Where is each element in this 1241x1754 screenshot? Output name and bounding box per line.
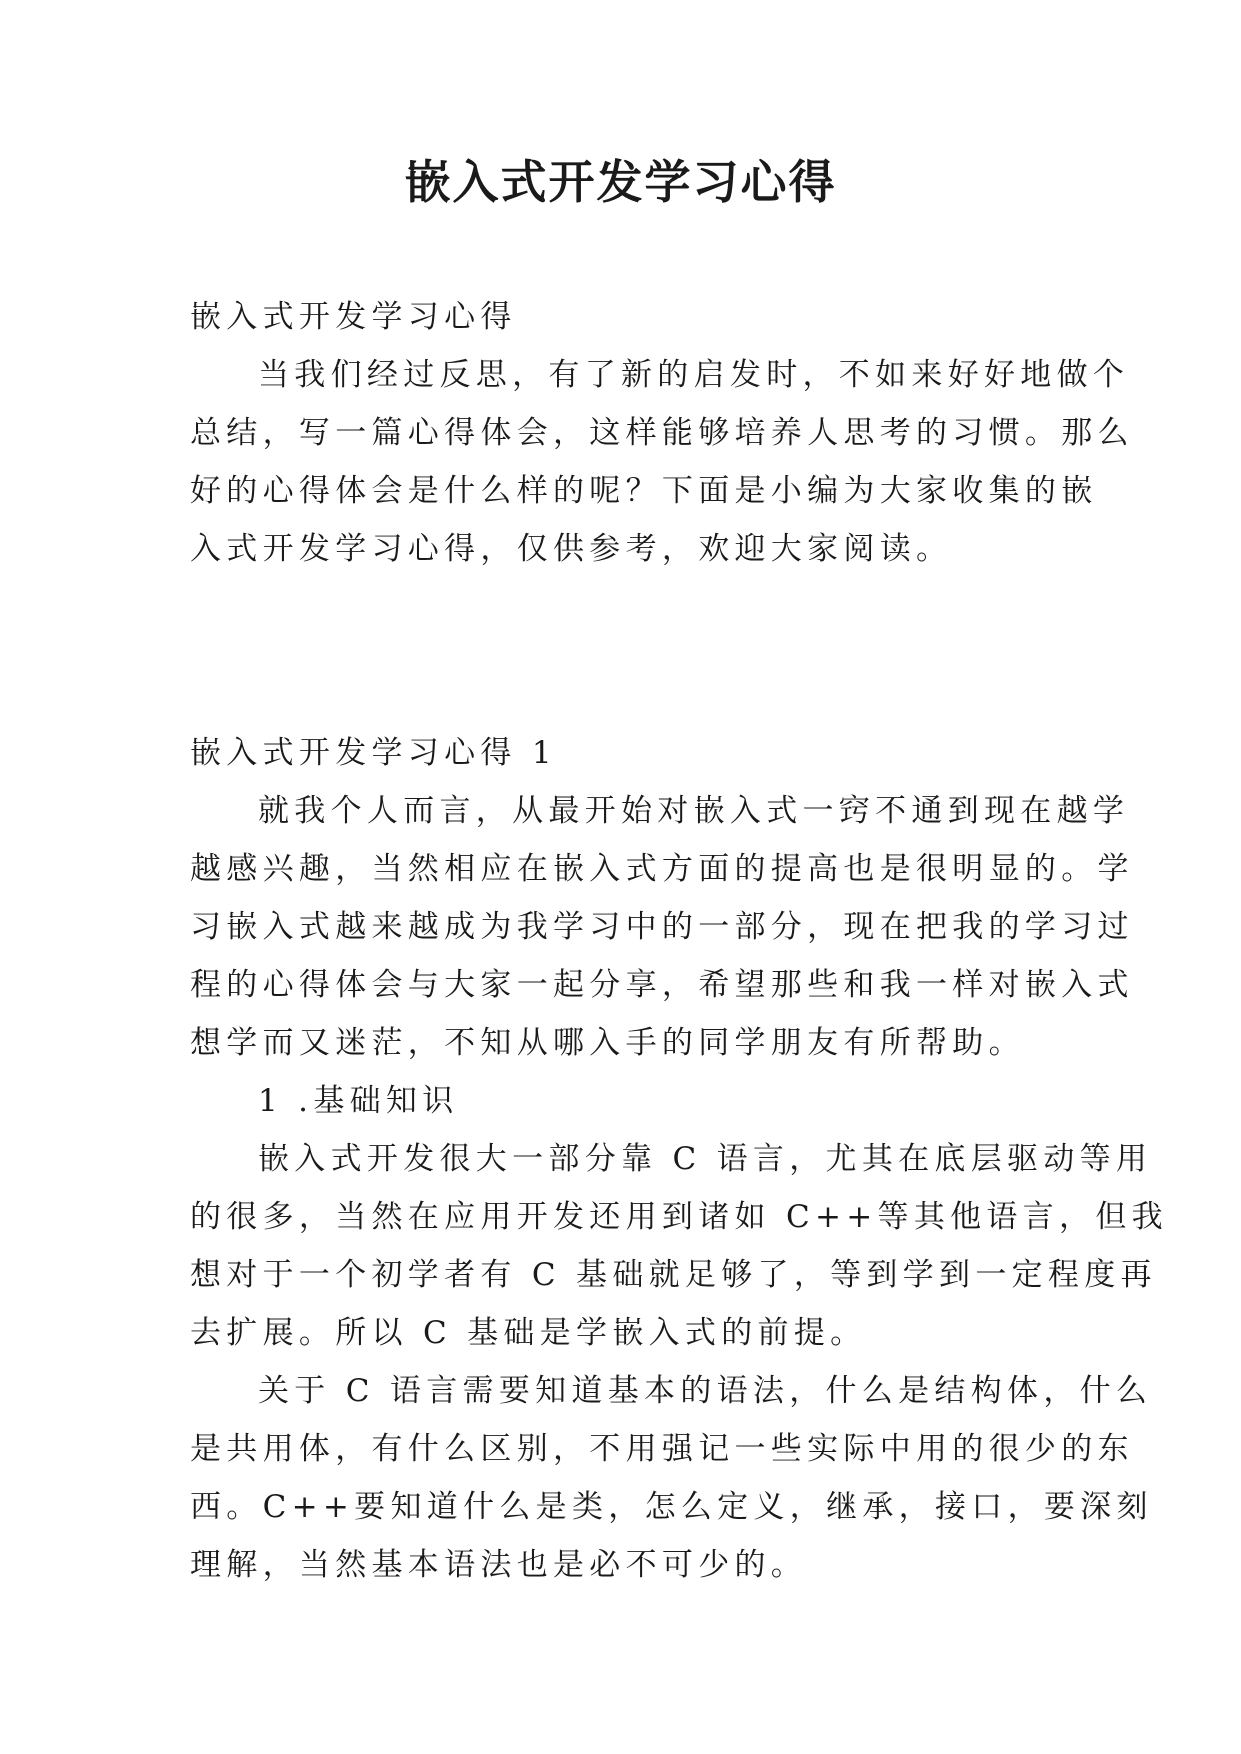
intro-paragraph (190, 346, 1134, 578)
document-title: 嵌入式开发学习心得 (404, 155, 837, 209)
section-heading: 嵌入式开发学习心得 1 (190, 735, 557, 771)
paragraph-line: 的很多，当然在应用开发还用到诸如 C++等其他语言，但我 (190, 1199, 1168, 1235)
document-body (190, 288, 1168, 1594)
paragraph-line: 关于 C 语言需要知道基本的语法，什么是结构体，什么 (258, 1373, 1153, 1409)
paragraph-line: 程的心得体会与大家一起分享，希望那些和我一样对嵌入式 (190, 967, 1134, 1003)
paragraph-line: 嵌入式开发很大一部分靠 C 语言，尤其在底层驱动等用 (258, 1141, 1153, 1177)
paragraph-line: 想对于一个初学者有 C 基础就足够了，等到学到一定程度再 (190, 1257, 1157, 1293)
section-spacer (190, 578, 1055, 724)
section-paragraph-1 (190, 782, 1134, 1072)
paragraph-line: 理解，当然基本语法也是必不可少的。 (190, 1547, 808, 1583)
paragraph-line: 越感兴趣，当然相应在嵌入式方面的提高也是很明显的。学 (190, 851, 1134, 887)
paragraph-line: 当我们经过反思，有了新的启发时，不如来好好地做个 (258, 357, 1130, 393)
intro-heading: 嵌入式开发学习心得 (190, 299, 517, 335)
paragraph-line: 西。C++要知道什么是类，怎么定义，继承，接口，要深刻 (190, 1489, 1153, 1525)
paragraph-line: 总结，写一篇心得体会，这样能够培养人思考的习惯。那么 (190, 415, 1134, 451)
paragraph-line: 习嵌入式越来越成为我学习中的一部分，现在把我的学习过 (190, 909, 1134, 945)
paragraph-line: 是共用体，有什么区别，不用强记一些实际中用的很少的东 (190, 1431, 1134, 1467)
paragraph-line: 想学而又迷茫，不知从哪入手的同学朋友有所帮助。 (190, 1025, 1025, 1061)
section-paragraph-3 (190, 1362, 1153, 1594)
section-paragraph-2 (190, 1130, 1168, 1362)
paragraph-line: 好的心得体会是什么样的呢？下面是小编为大家收集的嵌 (190, 473, 1098, 509)
paragraph-line: 入式开发学习心得，仅供参考，欢迎大家阅读。 (190, 531, 953, 567)
paragraph-line: 去扩展。所以 C 基础是学嵌入式的前提。 (190, 1315, 867, 1351)
paragraph-line: 就我个人而言，从最开始对嵌入式一窍不通到现在越学 (258, 793, 1130, 829)
subsection-heading: 1 .基础知识 (258, 1083, 459, 1119)
